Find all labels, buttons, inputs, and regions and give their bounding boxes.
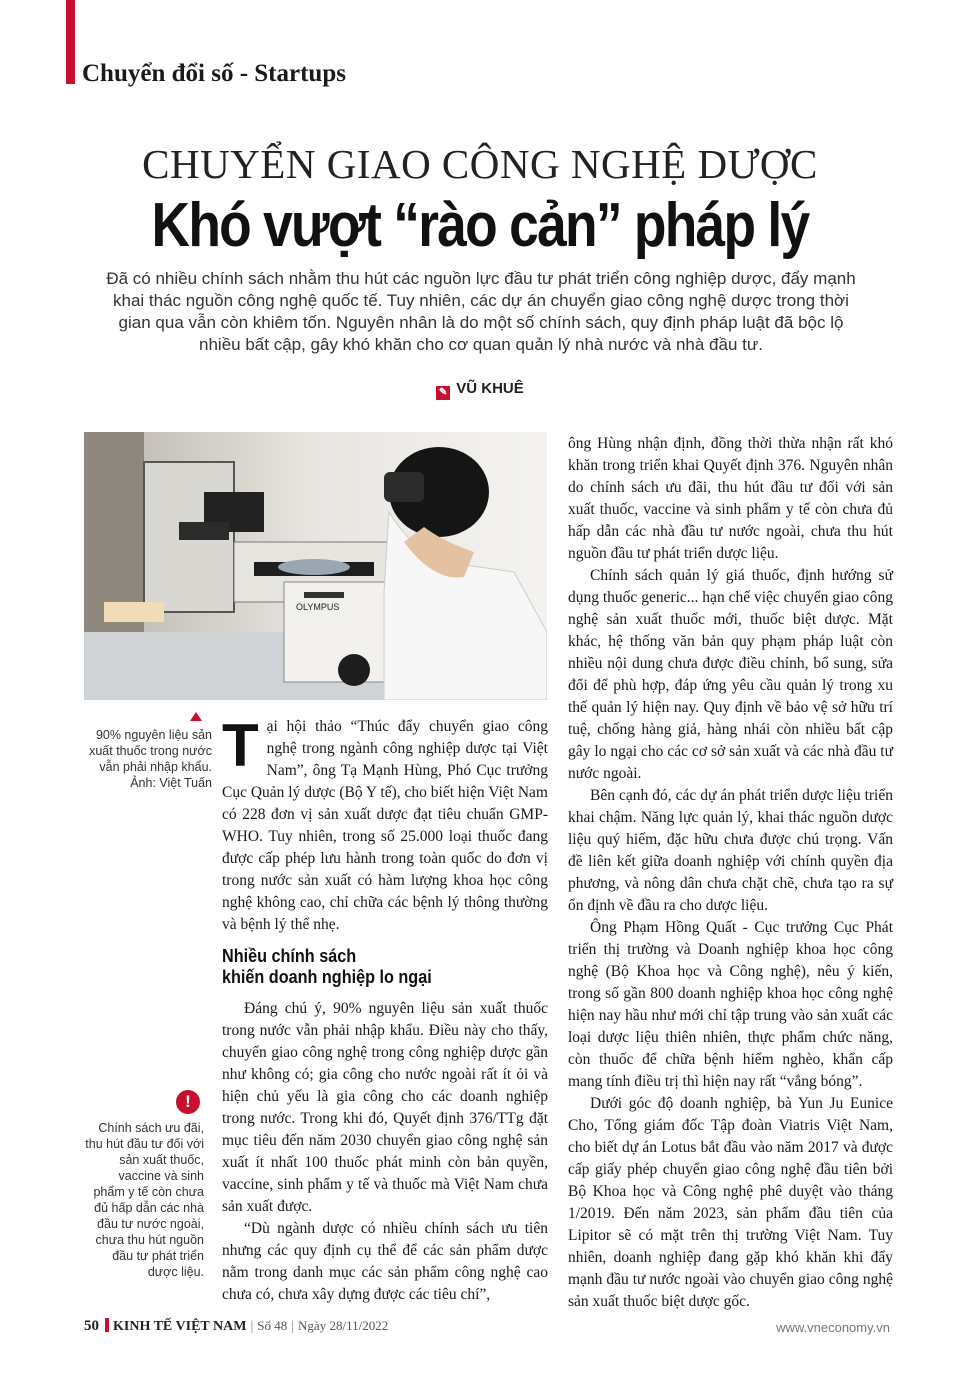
issue-date: Ngày 28/11/2022 [298,1318,389,1333]
drop-cap: T [222,712,259,779]
author-name: VŨ KHUÊ [456,380,524,397]
caption-credit: Ảnh: Việt Tuấn [130,776,212,790]
article-sapo: Đã có nhiều chính sách nhằm thu hút các nguồn lực đầu tư phát triển công nghiệp dược, đẩy mạnh khai thác nguồn công nghệ quốc tế. Tuy nhiên, các dự án chuyển giao công nghệ dược trong thời gian qua vẫn còn khiêm tốn. Nguyên nhân là do một số chính sách, quy định pháp luật đã bộc lộ nhiều bất cập, gây khó khăn cho cơ quan quản lý nhà nước và nhà đầu tư. [106,269,856,354]
lab-microscope-illustration [84,432,547,700]
section-accent-bar [66,0,75,84]
article-headline: Khó vượt “rào cản” pháp lý [151,191,809,260]
page-footer [84,1318,388,1335]
paragraph [222,712,548,936]
paragraph: “Dù ngành dược có nhiều chính sách ưu tiên nhưng các quy định cụ thể để các sản phẩm dược nằm trong danh mục các sản phẩm công nghệ cao chưa có, chưa xây dựng được các tiêu chí”, [222,1220,548,1303]
magazine-name: KINH TẾ VIỆT NAM [113,1319,247,1334]
microscope-brand: OLYMPUS [296,602,340,612]
paragraph: Dưới góc độ doanh nghiệp, bà Yun Ju Eunice Cho, Tổng giám đốc Tập đoàn Viatris Việt Nam, cho biết dự án Lotus bắt đầu vào năm 2017 và được cấp giấy phép chuyển giao công nghệ đầu tiên bởi Bộ Khoa học và Công nghệ phê duyệt vào tháng 1/2019. Đến năm 2023, sản phẩm đầu tiên của Lipitor sẽ có mặt trên thị trường Việt Nam. Tuy nhiên, doanh nghiệp đang gặp khó khăn khi đẩy mạnh đầu tư nước ngoài vào chuyển giao công nghệ sản xuất thuốc biệt dược gốc. [568,1095,893,1310]
website-link[interactable]: www.vneconomy.vn [776,1320,890,1335]
article-column-1 [222,712,548,1306]
paragraph: Ông Phạm Hồng Quất - Cục trưởng Cục Phát triển thị trường và Doanh nghiệp khoa học công nghệ (Bộ Khoa học và Công nghệ), nêu ý kiến, trong số gần 800 doanh nghiệp khoa học công nghệ hiện nay hầu như mới chỉ tập trung vào sản xuất các loại dược liệu thiên nhiên, thực phẩm chức năng, còn thuốc để chữa bệnh hiểm nghèo, khẩn cấp mang tính điều trị thì hiện nay rất “vắng bóng”. [568,919,893,1090]
byline [0,380,960,400]
subheading [222,946,515,988]
author-icon: ✎ [436,386,450,400]
paragraph: Chính sách quản lý giá thuốc, định hướng sử dụng thuốc generic... hạn chế việc chuyển giao công nghệ sản xuất thuốc mới, thuốc biệt dược. Mặt khác, hệ thống văn bản quy phạm pháp luật còn nhiều nội dung chưa được điều chỉnh, bổ sung, sửa đổi để phù hợp, đáp ứng yêu cầu quản lý trong xu thế quản lý hiện nay. Quy định về bảo vệ sở hữu trí tuệ, chống hàng giả, hàng nhái còn nhiều bất cập gây lo ngại cho các cơ sở sản xuất và các nhà đầu tư nước ngoài. [568,567,893,782]
footer-separator: | [250,1319,254,1334]
caption-text: 90% nguyên liệu sản xuất thuốc trong nước vẫn phải nhập khẩu. [89,728,212,774]
sidenote: Chính sách ưu đãi, thu hút đầu tư đối với sản xuất thuốc, vaccine và sinh phẩm y tế còn chưa đủ hấp dẫn các nhà đầu tư nước ngoài, chưa thu hút nguồn đầu tư phát triển dược liệu. [85,1121,204,1279]
paragraph: Bên cạnh đó, các dự án phát triển dược liệu triển khai chậm. Năng lực quản lý, khai thác nguồn dược liệu quý hiếm, đặc hữu chưa được chú trọng. Vấn đề liên kết giữa doanh nghiệp với chính quyền địa phương, và nông dân chưa chặt chẽ, chưa tạo ra sự ổn định về đầu ra cho dược liệu. [568,787,893,914]
subheading-line-1: Nhiều chính sách [222,946,357,966]
subheading-line-2: khiến doanh nghiệp lo ngại [222,967,432,987]
page-number: 50 [84,1318,99,1334]
issue-number: Số 48 [257,1318,288,1333]
article-column-2 [568,433,893,1313]
paragraph: Đáng chú ý, 90% nguyên liệu sản xuất thuốc trong nước vẫn phải nhập khẩu. Điều này cho thấy, chuyển giao công nghệ trong công nghiệp dược gần như không có; gia công cho nước ngoài rất ít ỏi và hiện chủ yếu là gia công cho các doanh nghiệp trong nước. Trong khi đó, Quyết định 376/TTg đặt mục tiêu đến năm 2030 chuyển giao công nghệ sản xuất ít nhất 100 thuốc phát minh còn bản quyền, vaccine, sinh phẩm y tế và thuốc mà Việt Nam chưa sản xuất được. [222,1000,548,1215]
footer-separator: | [291,1319,295,1334]
photo-caption [84,712,212,791]
alert-icon: ! [176,1090,200,1114]
article-kicker: CHUYỂN GIAO CÔNG NGHỆ DƯỢC [142,141,818,187]
caption-triangle-icon [190,712,202,721]
article-photo [84,432,547,700]
footer-accent-mark [105,1318,109,1332]
paragraph-text: ại hội thảo “Thúc đẩy chuyển giao công nghệ trong ngành công nghiệp dược tại Việt Nam”, ông Tạ Mạnh Hùng, Phó Cục trưởng Cục Quản lý dược (Bộ Y tế), cho biết hiện Việt Nam có 228 đơn vị sản xuất dược đạt tiêu chuẩn GMP-WHO. Tuy nhiên, trong số 25.000 loại thuốc đang được cấp phép lưu hành trong toàn quốc do đơn vị trong nước sản xuất có hàm lượng khoa học công nghệ không cao, chỉ chữa các bệnh lý thông thường và bệnh lý thể nhẹ. [222,718,548,933]
section-label: Chuyển đổi số - Startups [82,60,346,87]
paragraph: ông Hùng nhận định, đồng thời thừa nhận rất khó khăn trong triển khai Quyết định 376. Nguyên nhân do chính sách ưu đãi, thu hút đầu tư đối với sản xuất thuốc, vaccine và sinh phẩm y tế còn chưa đủ hấp dẫn các nhà đầu tư nước ngoài, chưa thu hút nguồn đầu tư phát triển dược liệu. [568,435,893,562]
